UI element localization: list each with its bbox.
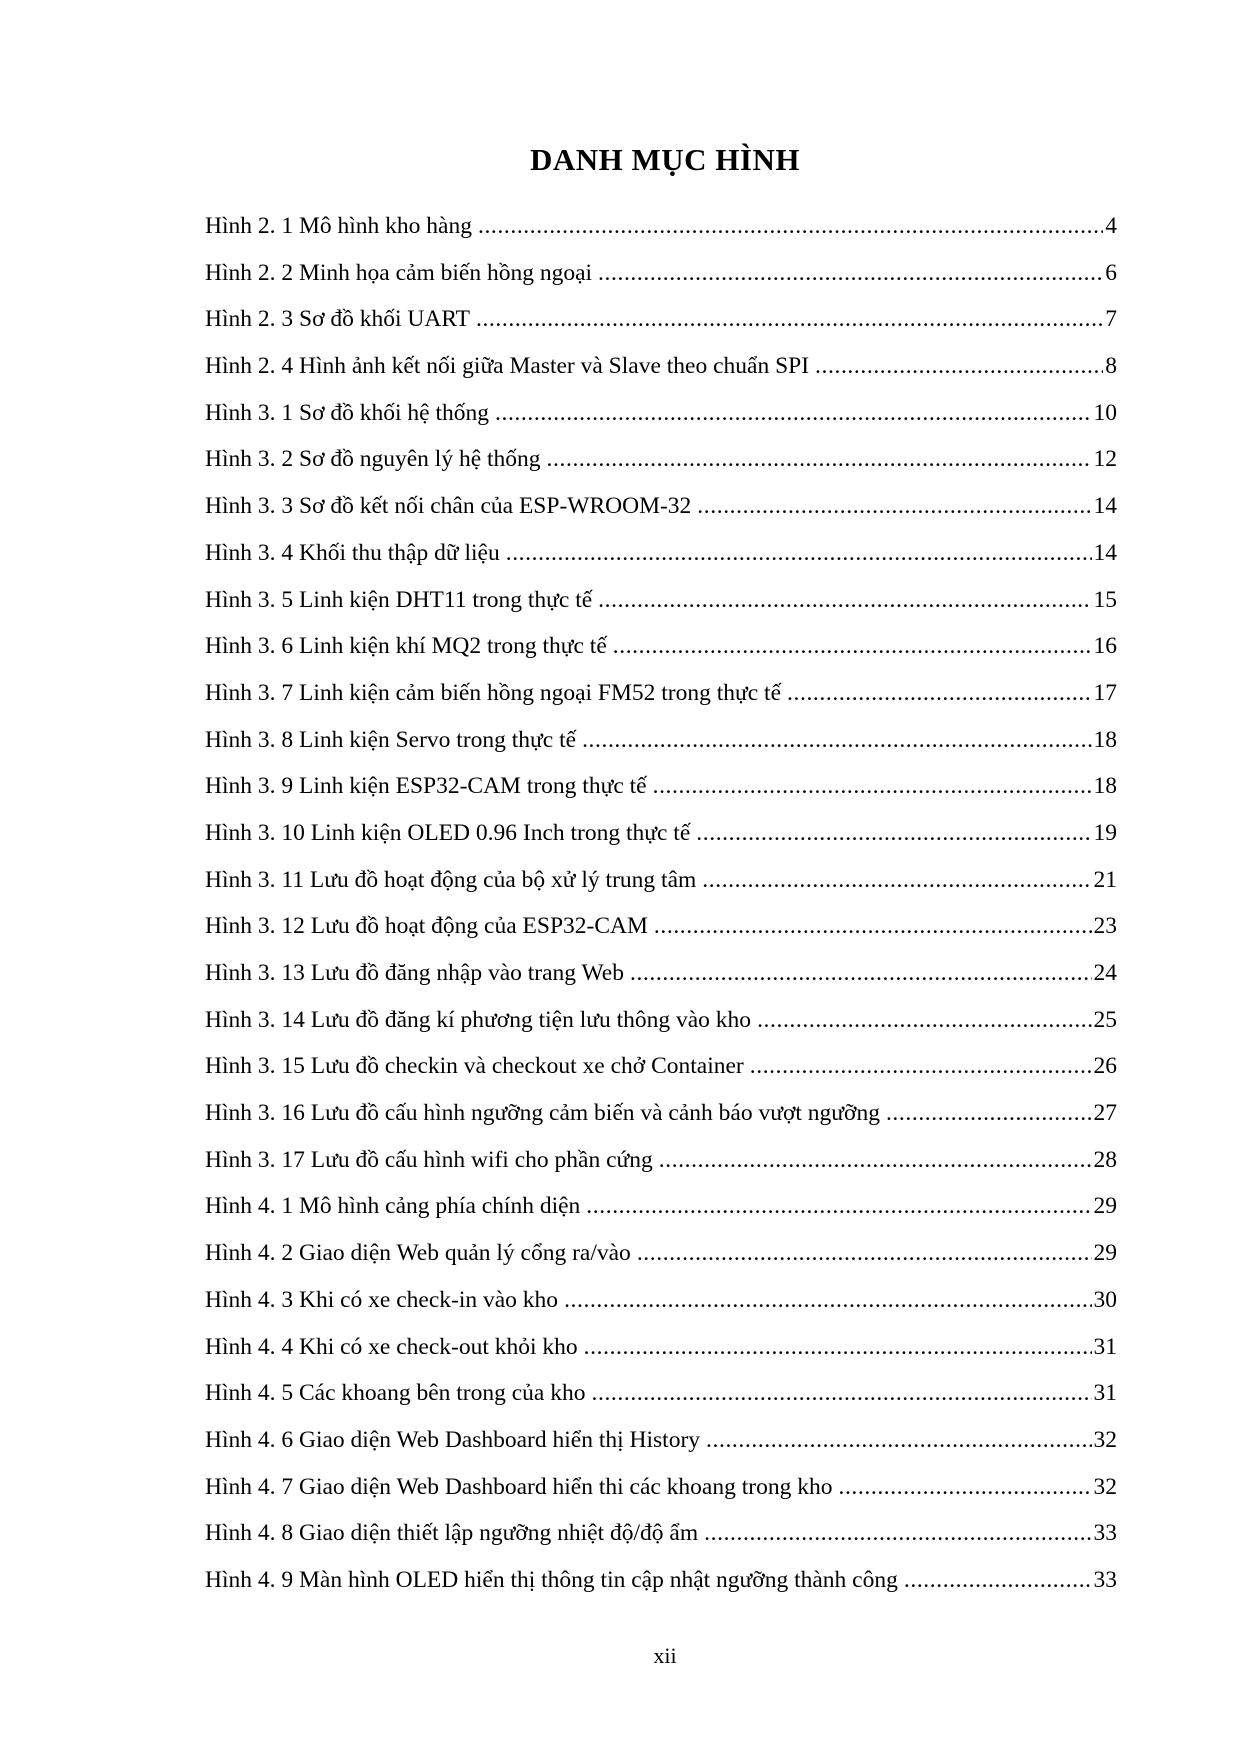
toc-entry-label: Hình 4. 7 Giao diện Web Dashboard hiển thi các khoang trong kho	[205, 1473, 833, 1500]
toc-entry-page: 4	[1105, 213, 1117, 239]
toc-entry-label: Hình 2. 3 Sơ đồ khối UART	[205, 306, 470, 333]
toc-entry[interactable]	[205, 1043, 1117, 1090]
toc-entry-page: 6	[1105, 259, 1117, 286]
toc-entry[interactable]	[205, 296, 1117, 343]
dot-leader	[653, 763, 1092, 810]
toc-entry-page: 29	[1093, 1193, 1117, 1220]
toc-entry[interactable]	[205, 1370, 1117, 1417]
dot-leader	[696, 810, 1091, 857]
toc-entry-page: 14	[1093, 493, 1117, 520]
dot-leader	[702, 857, 1091, 904]
toc-entry-page: 33	[1093, 1520, 1117, 1547]
toc-entry-label: Hình 3. 16 Lưu đồ cấu hình ngưỡng cảm biến và cảnh báo vượt ngưỡng	[205, 1100, 880, 1127]
toc-entry[interactable]	[205, 483, 1117, 530]
toc-entry-label: Hình 2. 4 Hình ảnh kết nối giữa Master và Slave theo chuẩn SPI	[205, 353, 810, 380]
toc-entry-label: Hình 4. 9 Màn hình OLED hiển thị thông tin cập nhật ngưỡng thành công	[205, 1566, 898, 1593]
toc-entry-page: 14	[1093, 539, 1117, 566]
dot-leader	[598, 250, 1103, 297]
toc-entry-label: Hình 3. 4 Khối thu thập dữ liệu	[205, 539, 500, 566]
toc-entry[interactable]	[205, 1183, 1117, 1230]
toc-entry[interactable]	[205, 810, 1117, 857]
toc-entry[interactable]	[205, 623, 1117, 670]
dot-leader	[706, 1417, 1091, 1464]
toc-entry[interactable]	[205, 857, 1117, 904]
toc-entry-label: Hình 3. 14 Lưu đồ đăng kí phương tiện lưu thông vào kho	[205, 1006, 752, 1033]
toc-entry-page: 25	[1093, 1006, 1117, 1033]
dot-leader	[495, 390, 1092, 437]
toc-entry[interactable]	[205, 343, 1117, 390]
toc-entry[interactable]	[205, 670, 1117, 717]
toc-entry[interactable]	[205, 717, 1117, 764]
toc-entry-page: 31	[1093, 1380, 1117, 1407]
toc-entry-page: 30	[1093, 1286, 1117, 1313]
dot-leader	[654, 903, 1092, 950]
dot-leader	[704, 1510, 1091, 1557]
dot-leader	[838, 1464, 1091, 1511]
toc-entry-page: 32	[1093, 1473, 1117, 1500]
dot-leader	[757, 997, 1091, 1044]
toc-entry-page: 16	[1093, 633, 1117, 660]
dot-leader	[586, 1183, 1091, 1230]
toc-entry-label: Hình 4. 1 Mô hình cảng phía chính diện	[205, 1193, 581, 1220]
toc-entry[interactable]	[205, 1557, 1117, 1604]
dot-leader	[630, 950, 1092, 997]
toc-entry[interactable]	[205, 997, 1117, 1044]
dot-leader	[815, 343, 1103, 390]
toc-entry[interactable]	[205, 1324, 1117, 1371]
toc-entry[interactable]	[205, 1510, 1117, 1557]
toc-entry-label: Hình 3. 10 Linh kiện OLED 0.96 Inch trong thực tế	[205, 819, 691, 846]
toc-entry-page: 18	[1093, 773, 1117, 800]
toc-entry-label: Hình 3. 13 Lưu đồ đăng nhập vào trang Web	[205, 960, 624, 986]
toc-entry[interactable]	[205, 203, 1117, 250]
toc-entry-page: 8	[1105, 353, 1117, 380]
toc-entry-page: 33	[1093, 1566, 1117, 1593]
toc-entry-page: 17	[1093, 679, 1117, 706]
dot-leader	[592, 1370, 1092, 1417]
figure-list	[205, 203, 1117, 1604]
dot-leader	[750, 1043, 1092, 1090]
toc-entry-page: 7	[1105, 306, 1117, 333]
toc-entry-label: Hình 4. 3 Khi có xe check-in vào kho	[205, 1286, 559, 1313]
toc-entry-label: Hình 3. 5 Linh kiện DHT11 trong thực tế	[205, 586, 593, 613]
toc-entry-label: Hình 4. 2 Giao diện Web quản lý cổng ra/vào	[205, 1240, 631, 1267]
toc-entry-page: 31	[1093, 1333, 1117, 1360]
toc-entry[interactable]	[205, 1464, 1117, 1511]
toc-entry[interactable]	[205, 903, 1117, 950]
dot-leader	[659, 1137, 1092, 1184]
dot-leader	[697, 483, 1091, 530]
toc-entry-page: 28	[1093, 1146, 1117, 1173]
dot-leader	[547, 436, 1092, 483]
toc-entry[interactable]	[205, 1137, 1117, 1184]
toc-entry-page: 29	[1093, 1240, 1117, 1267]
toc-entry[interactable]	[205, 390, 1117, 437]
toc-entry-label: Hình 3. 2 Sơ đồ nguyên lý hệ thống	[205, 446, 541, 473]
toc-entry-page: 21	[1093, 866, 1117, 893]
toc-entry-page: 26	[1093, 1053, 1117, 1080]
toc-entry[interactable]	[205, 436, 1117, 483]
toc-entry-page: 23	[1093, 913, 1117, 940]
toc-entry-page: 12	[1093, 446, 1117, 473]
toc-entry-label: Hình 4. 8 Giao diện thiết lập ngưỡng nhiệt độ/độ ẩm	[205, 1520, 699, 1547]
toc-entry-label: Hình 3. 17 Lưu đồ cấu hình wifi cho phần cứng	[205, 1146, 653, 1173]
toc-entry-label: Hình 4. 5 Các khoang bên trong của kho	[205, 1380, 586, 1407]
page-title: DANH MỤC HÌNH	[530, 142, 800, 177]
toc-entry-label: Hình 4. 4 Khi có xe check-out khỏi kho	[205, 1333, 578, 1360]
toc-entry[interactable]	[205, 530, 1117, 577]
dot-leader	[787, 670, 1091, 717]
toc-entry-label: Hình 3. 8 Linh kiện Servo trong thực tế	[205, 726, 577, 753]
page-number: xii	[653, 1643, 677, 1668]
toc-entry[interactable]	[205, 577, 1117, 624]
toc-entry[interactable]	[205, 1417, 1117, 1464]
toc-entry-page: 15	[1093, 586, 1117, 613]
dot-leader	[476, 296, 1103, 343]
toc-entry-label: Hình 3. 9 Linh kiện ESP32-CAM trong thực tế	[205, 773, 647, 800]
dot-leader	[564, 1277, 1091, 1324]
dot-leader	[598, 577, 1091, 624]
toc-entry-label: Hình 3. 12 Lưu đồ hoạt động của ESP32-CAM	[205, 913, 648, 940]
toc-entry-label: Hình 3. 11 Lưu đồ hoạt động của bộ xử lý trung tâm	[205, 866, 697, 893]
toc-entry-page: 32	[1093, 1426, 1117, 1453]
toc-entry-label: Hình 3. 15 Lưu đồ checkin và checkout xe chở Container	[205, 1053, 744, 1080]
toc-entry-page: 10	[1093, 399, 1117, 426]
dot-leader	[478, 203, 1103, 250]
toc-entry-label: Hình 2. 1 Mô hình kho hàng	[205, 213, 472, 239]
toc-entry-label: Hình 3. 7 Linh kiện cảm biến hồng ngoại FM52 trong thực tế	[205, 679, 782, 706]
toc-entry-label: Hình 3. 1 Sơ đồ khối hệ thống	[205, 399, 489, 426]
toc-entry[interactable]	[205, 1277, 1117, 1324]
toc-entry-label: Hình 2. 2 Minh họa cảm biến hồng ngoại	[205, 259, 593, 286]
dot-leader	[506, 530, 1092, 577]
toc-entry-label: Hình 3. 6 Linh kiện khí MQ2 trong thực tế	[205, 633, 607, 660]
dot-leader	[613, 623, 1092, 670]
toc-entry-label: Hình 3. 3 Sơ đồ kết nối chân của ESP-WROOM-32	[205, 493, 692, 520]
toc-entry-page: 27	[1093, 1100, 1117, 1127]
dot-leader	[637, 1230, 1092, 1277]
toc-entry[interactable]	[205, 1090, 1117, 1137]
toc-entry-page: 24	[1093, 960, 1117, 986]
toc-entry[interactable]	[205, 763, 1117, 810]
toc-entry-label: Hình 4. 6 Giao diện Web Dashboard hiển thị History	[205, 1426, 701, 1453]
toc-entry[interactable]	[205, 250, 1117, 297]
dot-leader	[904, 1557, 1092, 1604]
toc-entry-page: 19	[1093, 819, 1117, 846]
toc-entry-page: 18	[1093, 726, 1117, 753]
toc-entry[interactable]	[205, 950, 1117, 997]
dot-leader	[584, 1324, 1092, 1371]
dot-leader	[582, 717, 1091, 764]
toc-entry[interactable]	[205, 1230, 1117, 1277]
dot-leader	[886, 1090, 1092, 1137]
